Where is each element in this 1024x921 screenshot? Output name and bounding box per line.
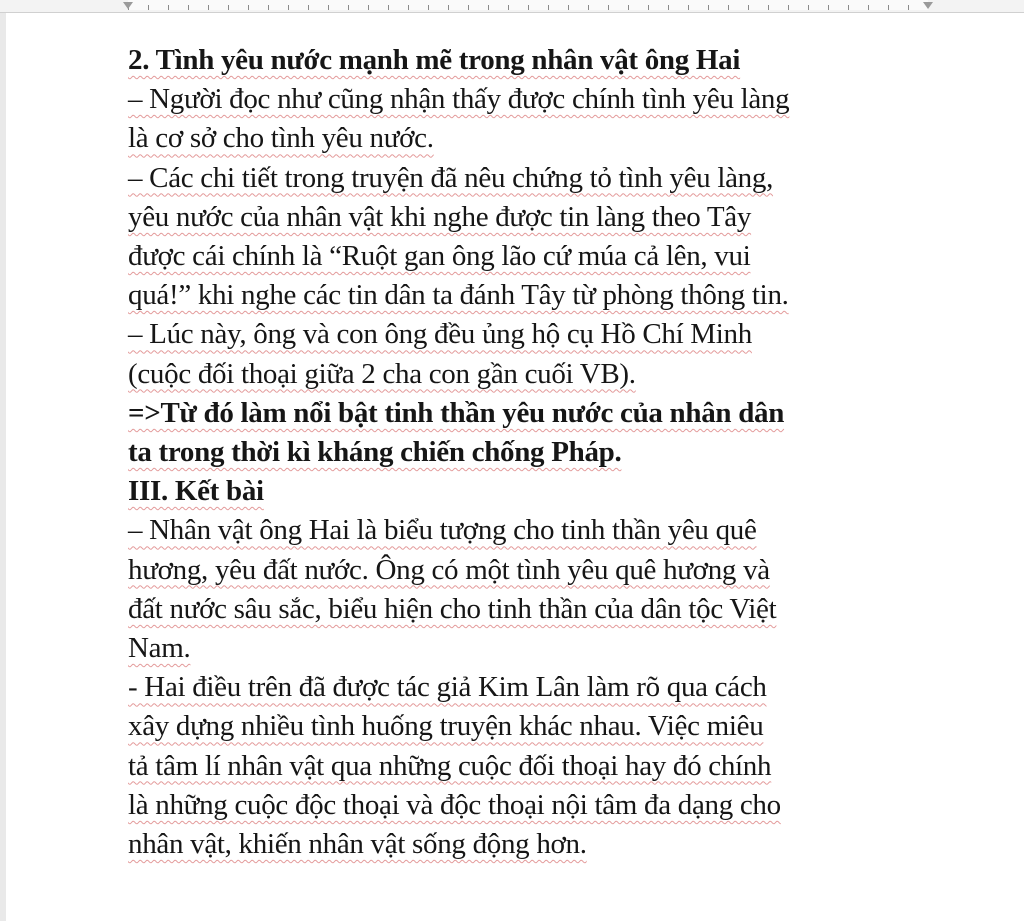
- paragraph-line: tả tâm lí nhân vật qua những cuộc đối thoại hay đó chính: [128, 749, 772, 782]
- paragraph-line: hương, yêu đất nước. Ông có một tình yêu quê hương và: [128, 553, 770, 586]
- horizontal-ruler[interactable]: [0, 0, 1024, 13]
- paragraph-line: đất nước sâu sắc, biểu hiện cho tinh thần của dân tộc Việt: [128, 592, 777, 625]
- paragraph-line: yêu nước của nhân vật khi nghe được tin làng theo Tây: [128, 200, 752, 233]
- paragraph-line: – Các chi tiết trong truyện đã nêu chứng tỏ tình yêu làng,: [128, 161, 774, 194]
- paragraph-line: xây dựng nhiều tình huống truyện khác nhau. Việc miêu: [128, 710, 764, 743]
- conclusion-bold-line: =>Từ đó làm nổi bật tinh thần yêu nước của nhân dân: [128, 396, 785, 429]
- paragraph-line: được cái chính là “Ruột gan ông lão cứ múa cả lên, vui: [128, 240, 751, 273]
- conclusion-bold-line: ta trong thời kì kháng chiến chống Pháp.: [128, 436, 622, 469]
- section-heading: III. Kết bài: [128, 475, 264, 508]
- paragraph-line: - Hai điều trên đã được tác giả Kim Lân làm rõ qua cách: [128, 671, 767, 704]
- document-body[interactable]: [128, 41, 938, 864]
- paragraph-line: – Người đọc như cũng nhận thấy được chính tình yêu làng: [128, 83, 790, 116]
- left-indent-marker[interactable]: [123, 2, 133, 9]
- paragraph-line: là cơ sở cho tình yêu nước.: [128, 122, 434, 155]
- paragraph-line: (cuộc đối thoại giữa 2 cha con gần cuối VB).: [128, 357, 636, 390]
- paragraph-line: nhân vật, khiến nhân vật sống động hơn.: [128, 828, 587, 861]
- document-page[interactable]: [6, 13, 1024, 921]
- right-indent-marker[interactable]: [923, 2, 933, 9]
- paragraph-line: – Lúc này, ông và con ông đều ủng hộ cụ Hồ Chí Minh: [128, 318, 752, 351]
- paragraph-line: – Nhân vật ông Hai là biểu tượng cho tinh thần yêu quê: [128, 514, 757, 547]
- paragraph-line: Nam.: [128, 632, 191, 665]
- ruler-ticks: [128, 5, 928, 10]
- section-heading: 2. Tình yêu nước mạnh mẽ trong nhân vật ông Hai: [128, 44, 741, 76]
- paragraph-line: là những cuộc độc thoại và độc thoại nội tâm đa dạng cho: [128, 788, 781, 821]
- paragraph-line: quá!” khi nghe các tin dân ta đánh Tây từ phòng thông tin.: [128, 279, 789, 312]
